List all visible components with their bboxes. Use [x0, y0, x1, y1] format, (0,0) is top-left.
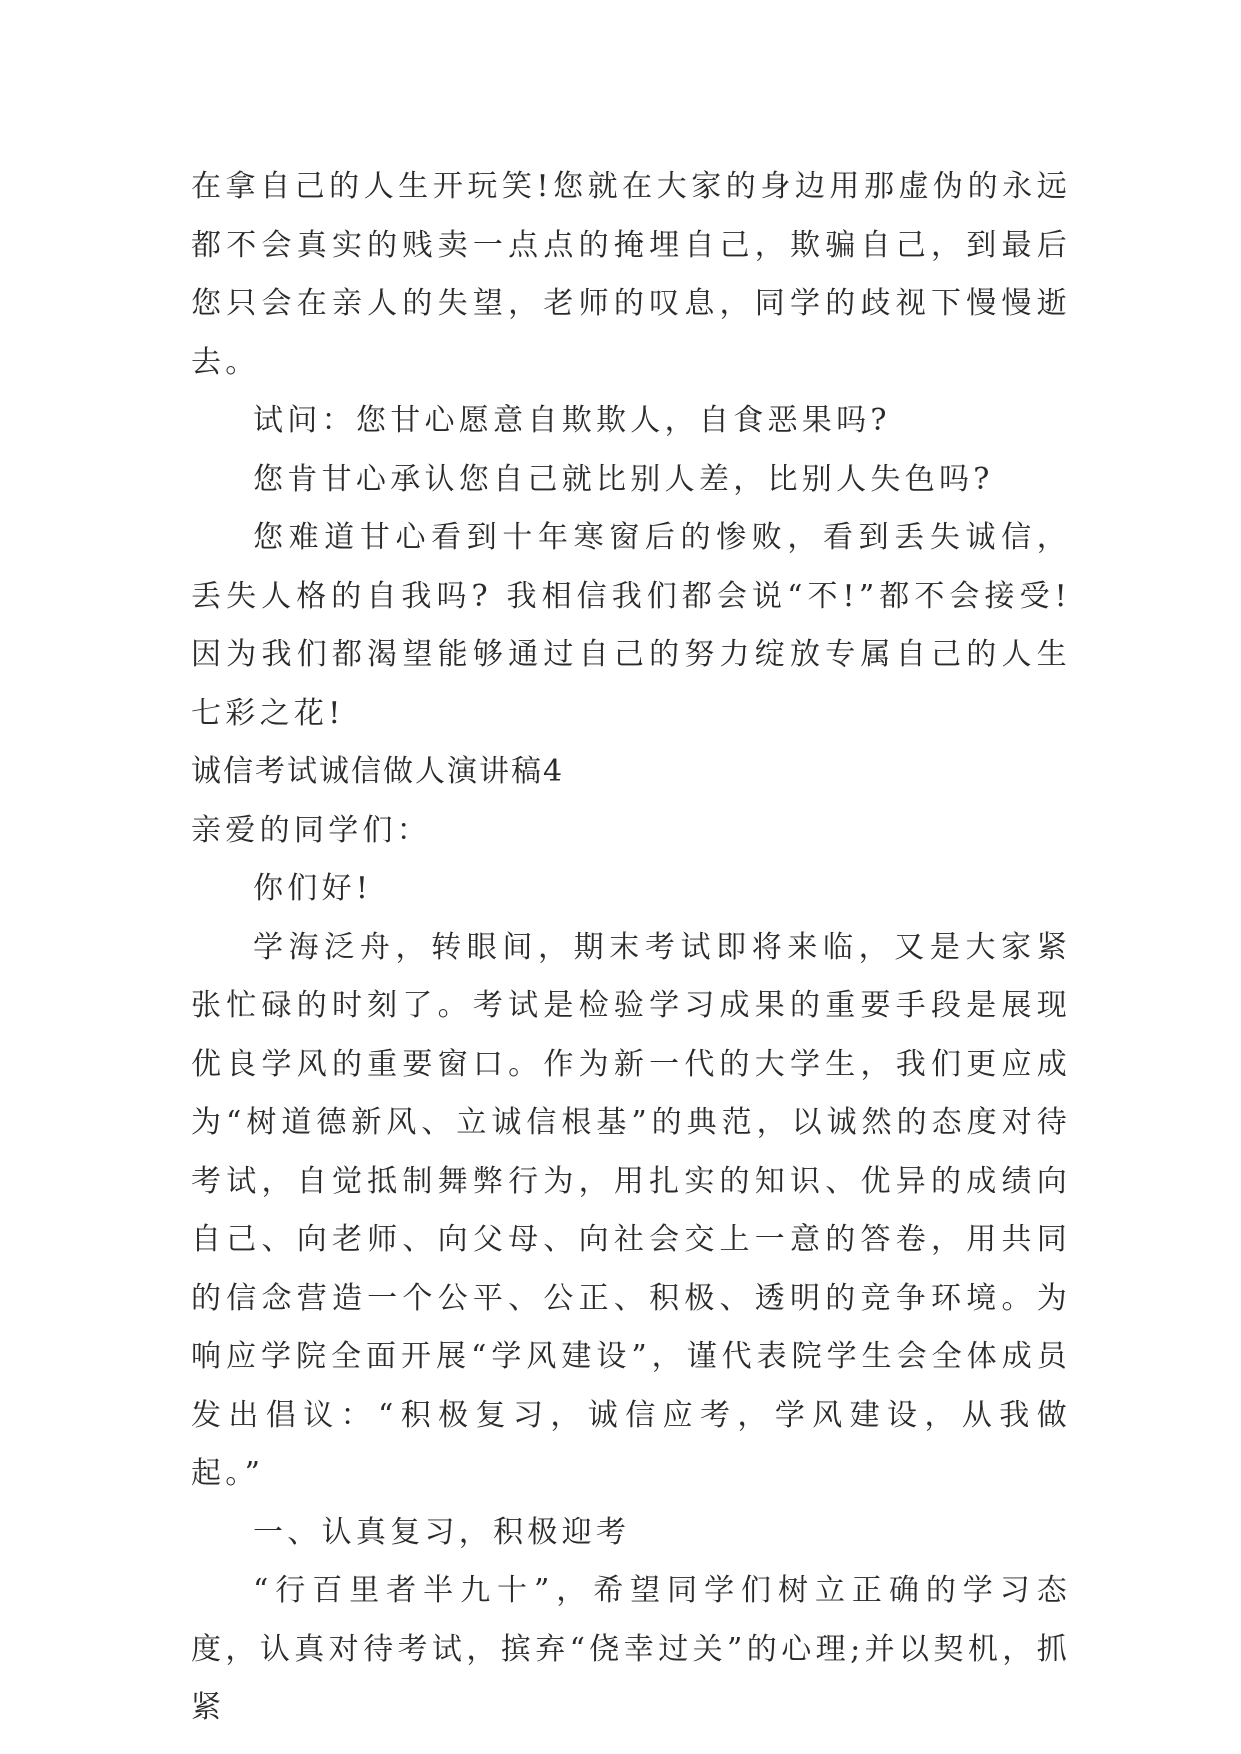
paragraph-continuation: 在拿自己的人生开玩笑!您就在大家的身边用那虚伪的永远都不会真实的贱卖一点点的掩埋自己，欺骗自己，到最后您只会在亲人的失望，老师的叹息，同学的歧视下慢慢逝去。: [191, 169, 1071, 380]
salutation: 亲爱的同学们：: [191, 812, 432, 848]
paragraph-question-2: 您肯甘心承认您自己就比别人差，比别人失色吗?: [253, 461, 994, 497]
paragraph-main: 学海泛舟，转眼间，期末考试即将来临，又是大家紧张忙碌的时刻了。考试是检验学习成果的重要手段是展现优良学风的重要窗口。作为新一代的大学生，我们更应成为“树道德新风、立诚信根基”的典范，以诚然的态度对待考试，自觉抵制舞弊行为，用扎实的知识、优异的成绩向自己、向老师、向父母、向社会交上一意的答卷，用共同的信念营造一个公平、公正、积极、透明的竞争环境。为响应学院全面开展“学风建设”，谨代表院学生会全体成员发出倡议：“积极复习，诚信应考，学风建设，从我做起。”: [191, 929, 1071, 1491]
paragraph-question-1: 试问：您甘心愿意自欺欺人，自食恶果吗?: [253, 403, 891, 438]
document-body: [191, 158, 1071, 1738]
section-title: 诚信考试诚信做人演讲稿4: [191, 754, 565, 789]
greeting: 你们好!: [253, 871, 373, 906]
subheading-review: 一、认真复习，积极迎考: [253, 1514, 631, 1550]
paragraph-question-3: 您难道甘心看到十年寒窗后的惨败，看到丢失诚信，丢失人格的自我吗? 我相信我们都会说“不!”都不会接受!因为我们都渴望能够通过自己的努力绽放专属自己的人生七彩之花!: [191, 520, 1071, 731]
paragraph-review: “行百里者半九十”，希望同学们树立正确的学习态度，认真对待考试，摈弃“侥幸过关”的心理;并以契机，抓紧: [191, 1573, 1071, 1725]
